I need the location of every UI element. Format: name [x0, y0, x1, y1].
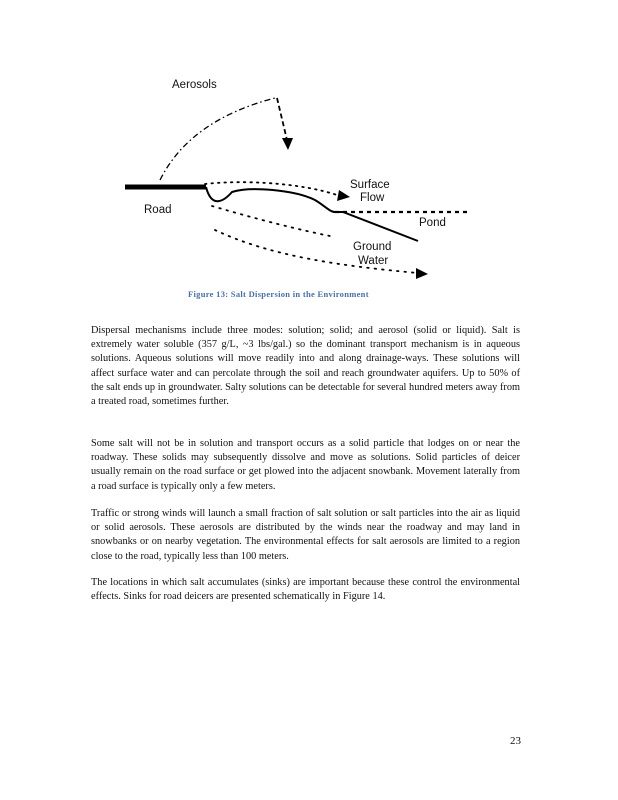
paragraph-aerosols: Traffic or strong winds will launch a small fraction of salt solution or salt particles into the air as liquid or solid aerosols. These aerosols are distributed by the winds near the roadway and may land in snowbanks or on nearby vegetation. The environmental effects for salt aerosols are limited to a region close to the road, typically less than 100 meters.: [91, 508, 520, 562]
label-pond: Pond: [419, 217, 446, 229]
salt-dispersion-figure: [0, 0, 618, 300]
ground-profile: [206, 187, 418, 241]
paragraph-dispersal-mechanisms: Dispersal mechanisms include three modes: solution; solid; and aerosol (solid or liquid). Salt is extremely water soluble (357 g/L, ~3 lbs/gal.) so the dominant transport mechanism is in aqueous solutions. Aqueous solutions will move readily into and along drainage-ways. These solutions will affect surface water and can percolate through the soil and reach groundwater aquifers. Up to 50% of the salt ends up in groundwater. Salty solutions can be detectable for several hundred meters away from a treated road, sometimes further.: [91, 325, 520, 408]
label-road: Road: [144, 204, 172, 216]
label-flow: Flow: [360, 192, 385, 204]
aerosol-arrow: [277, 98, 287, 140]
paragraph-solid-transport: Some salt will not be in solution and transport occurs as a solid particle that lodges on or near the roadway. These solids may subsequently dissolve and move as solutions. Solid particles of deicer usually remain on the road surface or get plowed into the adjacent snowbank. Movement laterally from a road surface is typically only a few meters.: [91, 438, 520, 492]
label-surface: Surface: [350, 179, 390, 191]
salt-dispersion-diagram: [0, 0, 618, 300]
groundwater-flow-upper: [212, 206, 330, 236]
surface-flow-arrowhead: [337, 190, 350, 201]
groundwater-arrowhead: [416, 268, 428, 279]
page-number: 23: [510, 735, 521, 747]
aerosol-arc: [160, 98, 275, 180]
label-water: Water: [358, 255, 389, 267]
aerosol-arrowhead: [282, 138, 293, 150]
figure-caption: Figure 13: Salt Dispersion in the Environment: [188, 289, 369, 299]
paragraph-sinks: The locations in which salt accumulates (sinks) are important because these control the environmental effects. Sinks for road deicers are presented schematically in Figure 14.: [91, 577, 520, 603]
label-ground: Ground: [353, 241, 392, 253]
label-aerosols: Aerosols: [172, 79, 217, 91]
